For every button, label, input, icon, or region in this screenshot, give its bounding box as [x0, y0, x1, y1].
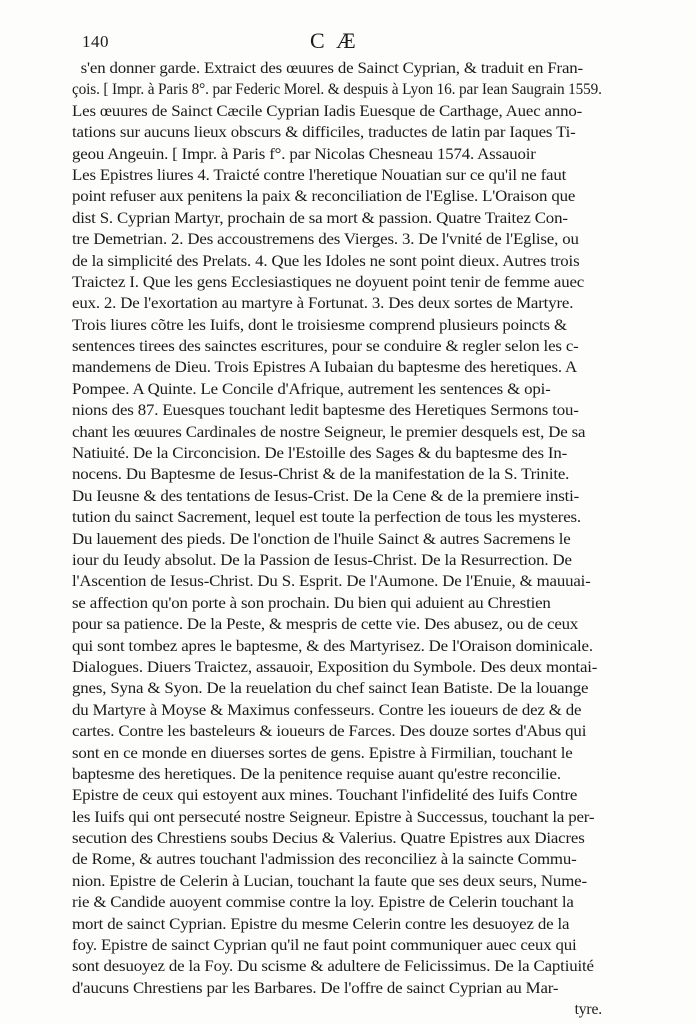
text-line: mort de sainct Cyprian. Epistre du mesme Celerin contre les desuoyez de la — [72, 915, 570, 933]
text-line: mandemens de Dieu. Trois Epistres A Iubaian du baptesme des heretiques. A — [72, 359, 578, 377]
text-line: s'en donner garde. Extraict des œuures de Sainct Cyprian, & traduit en Fran- — [80, 60, 584, 77]
text-line: d'aucuns Chrestiens par les Barbares. De l'offre de sainct Cyprian au Mar- — [72, 979, 559, 997]
text-line: nion. Epistre de Celerin à Lucian, touchant la faute que ses deux seurs, Nume- — [72, 872, 587, 890]
text-line: tations sur aucuns lieux obscurs & difficiles, traductes de latin par Iaques Ti- — [72, 124, 576, 142]
text-line: les Iuifs qui ont persecuté nostre Seigneur. Epistre à Successus, touchant la per- — [72, 808, 595, 826]
text-line: dist S. Cyprian Martyr, prochain de sa mort & passion. Quatre Traitez Con- — [72, 209, 568, 227]
text-line: de Rome, & autres touchant l'admission des reconciliez à la saincte Commu- — [72, 851, 577, 869]
page-number: 140 — [82, 32, 109, 51]
text-line: Epistre de ceux qui estoyent aux mines. Touchant l'infidelité des Iuifs Contre — [72, 787, 578, 805]
text-line: sont en ce monde en diuerses sortes de gens. Epistre à Firmilian, touchant le — [72, 744, 573, 762]
text-line: sont desuoyez de la Foy. Du scisme & adultere de Felicissimus. De la Captiuité — [72, 958, 594, 976]
text-line: de la simplicité des Prelats. 4. Que les Idoles ne sont point dieux. Autres trois — [72, 252, 580, 270]
text-line: l'Ascention de Iesus-Christ. Du S. Esprit. De l'Aumone. De l'Enuie, & mauuai- — [72, 573, 591, 591]
text-line: cartes. Contre les basteleurs & ioueurs de Farces. Des douze sortes d'Abus qui — [72, 723, 587, 741]
text-line: sentences tirees des sainctes escritures, pour se conduire & regler selon les c- — [72, 338, 579, 356]
body-text — [72, 58, 602, 1021]
text-line: nocens. Du Baptesme de Iesus-Christ & de la manifestation de la S. Trinite. — [72, 466, 570, 484]
text-line: pour sa patience. De la Peste, & mespris de cette vie. Des abusez, ou de ceux — [72, 616, 579, 634]
text-line: point refuser aux penitens la paix & reconciliation de l'Eglise. L'Oraison que — [72, 188, 576, 206]
text-line: rie & Candide auoyent commise contre la loy. Epistre de Celerin touchant la — [72, 894, 574, 912]
text-line: geou Angeuin. [ Impr. à Paris f°. par Nicolas Chesneau 1574. Assauoir — [72, 145, 536, 163]
text-line: Du lauement des pieds. De l'onction de l'huile Sainct & autres Sacremens le — [72, 530, 571, 548]
text-line: iour du Ieudy absolut. De la Passion de Iesus-Christ. De la Resurrection. De — [72, 551, 572, 569]
text-line: Natiuité. De la Circoncision. De l'Estoille des Sages & du baptesme des In- — [72, 445, 568, 463]
text-line: çois. [ Impr. à Paris 8°. par Federic Morel. & despuis à Lyon 16. par Iean Saugrain 1559. — [72, 81, 602, 99]
text-line: Les œuures de Sainct Cæcile Cyprian Iadis Euesque de Carthage, Auec anno- — [72, 102, 583, 120]
text-line: chant les œuures Cardinales de nostre Seigneur, le premier desquels est, De sa — [72, 423, 586, 441]
text-line: Traictez I. Que les gens Ecclesiastiques ne doyuent point tenir de femme auec — [72, 273, 585, 291]
text-line: foy. Epistre de sainct Cyprian qu'il ne faut point communiquer auec ceux qui — [72, 937, 577, 955]
text-line: se affection qu'on porte à son prochain. Du bien qui aduient au Chrestien — [72, 594, 551, 612]
text-line: gnes, Syna & Syon. De la reuelation du chef sainct Iean Batiste. De la louange — [72, 680, 589, 698]
text-line: eux. 2. De l'exortation au martyre à Fortunat. 3. Des deux sortes de Martyre. — [72, 295, 574, 313]
page-header — [72, 28, 612, 52]
text-line: tution du sainct Sacrement, lequel est toute la perfection de tous les mysteres. — [72, 509, 581, 527]
text-line: Les Epistres liures 4. Traicté contre l'heretique Nouatian sur ce qu'il ne faut — [72, 166, 567, 184]
running-head: C Æ — [310, 28, 359, 53]
text-line: tre Demetrian. 2. Des accoustremens des Vierges. 3. De l'vnité de l'Eglise, ou — [72, 231, 579, 249]
text-line: baptesme des heretiques. De la penitence requise auant qu'estre reconcilie. — [72, 765, 561, 783]
text-line: Dialogues. Diuers Traictez, assauoir, Exposition du Symbole. Des deux montai- — [72, 658, 598, 676]
text-line: Du Ieusne & des tentations de Iesus-Crist. De la Cene & de la premiere insti- — [72, 487, 580, 505]
text-line: qui sont tombez apres le baptesme, & des Martyrisez. De l'Oraison dominicale. — [72, 637, 593, 655]
text-line: Pompee. A Quinte. Le Concile d'Afrique, autrement les sentences & opi- — [72, 380, 551, 398]
text-line: nions des 87. Euesques touchant ledit baptesme des Heretiques Sermons tou- — [72, 402, 579, 420]
text-line: Trois liures cõtre les Iuifs, dont le troisiesme comprend plusieurs poincts & — [72, 316, 567, 334]
catchword: tyre. — [574, 1001, 602, 1019]
text-line: secution des Chrestiens soubs Decius & Valerius. Quatre Epistres aux Diacres — [72, 830, 585, 848]
text-line: du Martyre à Moyse & Maximus confesseurs. Contre les ioueurs de dez & de — [72, 701, 582, 719]
